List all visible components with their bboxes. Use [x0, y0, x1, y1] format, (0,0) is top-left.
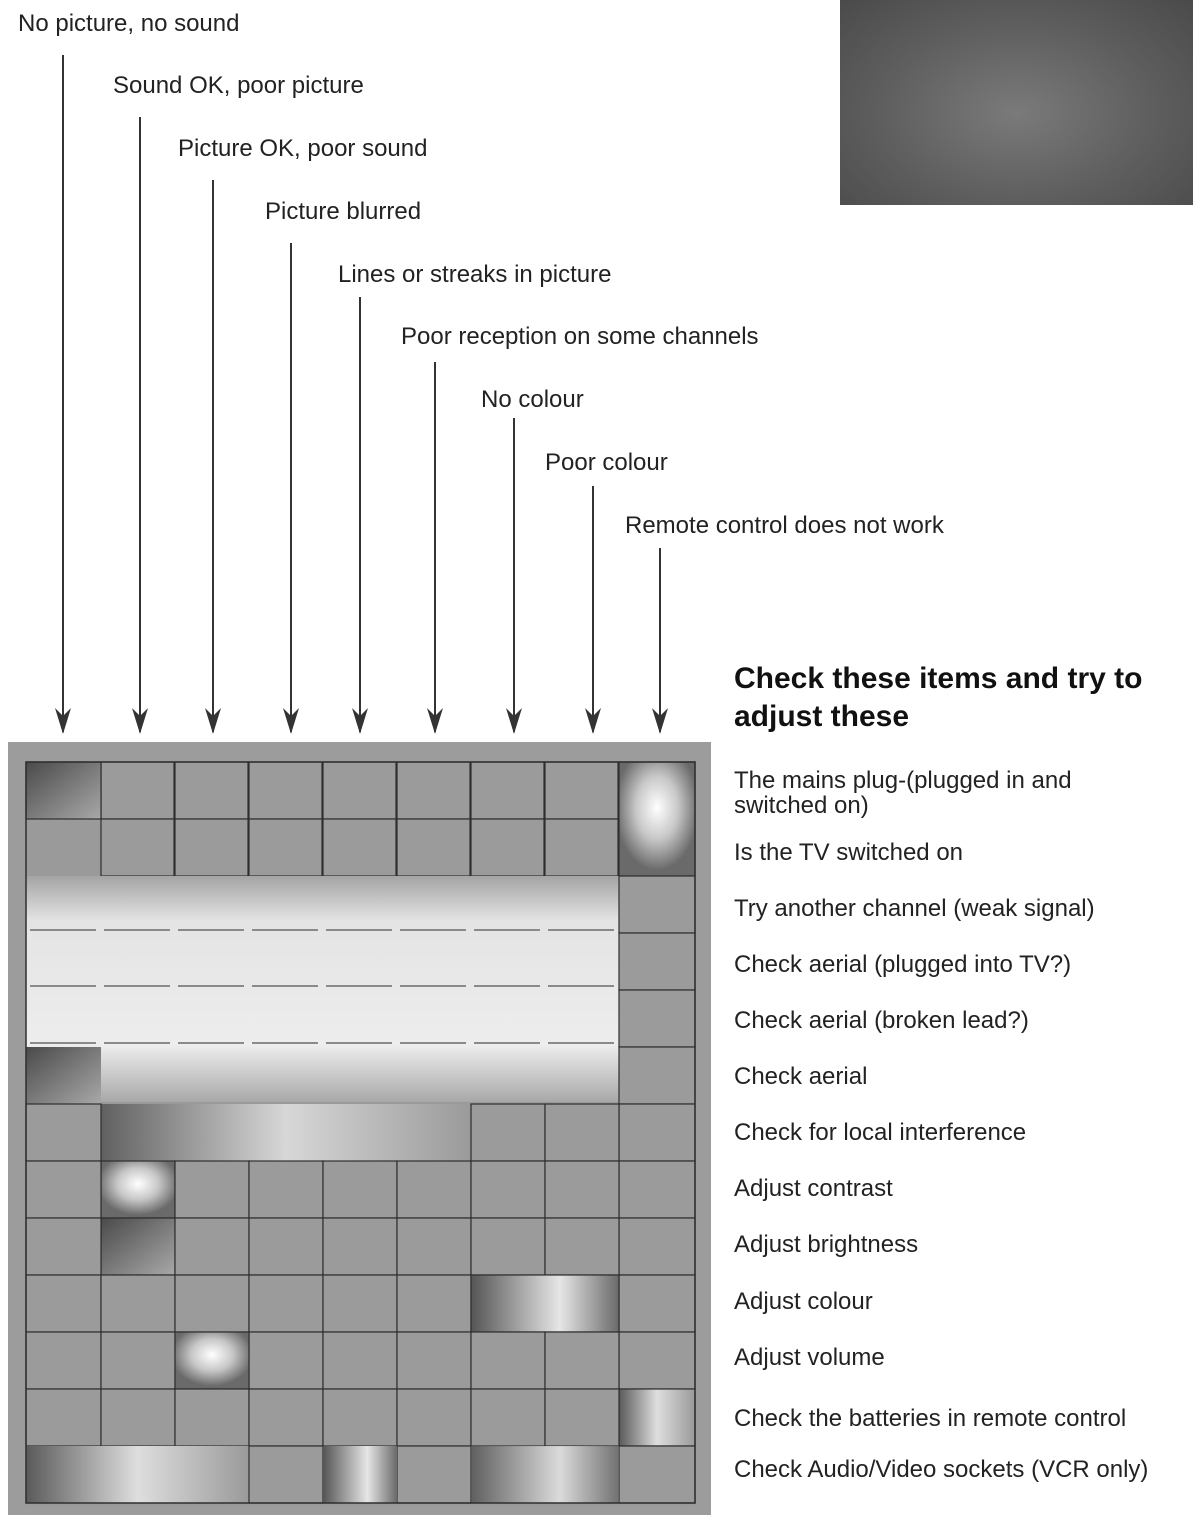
action-label-3: Try another channel (weak signal) — [734, 895, 1095, 922]
action-label-5: Check aerial (broken lead?) — [734, 1007, 1029, 1034]
symptom-label-8: Poor colour — [545, 449, 668, 476]
actions-title: Check these items and try to adjust these — [734, 662, 1143, 733]
symptom-label-9: Remote control does not work — [625, 512, 944, 539]
action-label-2: Is the TV switched on — [734, 839, 964, 866]
action-label-6: Check aerial — [734, 1063, 868, 1090]
action-label-7: Check for local interference — [734, 1119, 1027, 1146]
symptom-label-6: Poor reception on some channels — [401, 323, 759, 350]
symptom-label-7: No colour — [481, 386, 584, 413]
action-label-10: Adjust colour — [734, 1288, 873, 1315]
troubleshooting-grid-frame — [8, 742, 711, 1515]
symptom-label-4: Picture blurred — [265, 198, 422, 225]
symptom-label-5: Lines or streaks in picture — [338, 261, 612, 288]
symptom-label-3: Picture OK, poor sound — [178, 135, 428, 162]
action-label-13: Check Audio/Video sockets (VCR only) — [734, 1456, 1149, 1483]
action-label-11: Adjust volume — [734, 1344, 885, 1371]
action-label-12: Check the batteries in remote control — [734, 1405, 1127, 1432]
action-label-8: Adjust contrast — [734, 1175, 893, 1202]
symptom-label-2: Sound OK, poor picture — [113, 72, 364, 99]
action-label-4: Check aerial (plugged into TV?) — [734, 951, 1072, 978]
action-label-1: The mains plug-(plugged in and switched on) — [734, 767, 1072, 819]
symptom-label-1: No picture, no sound — [18, 10, 240, 37]
action-label-9: Adjust brightness — [734, 1231, 919, 1258]
